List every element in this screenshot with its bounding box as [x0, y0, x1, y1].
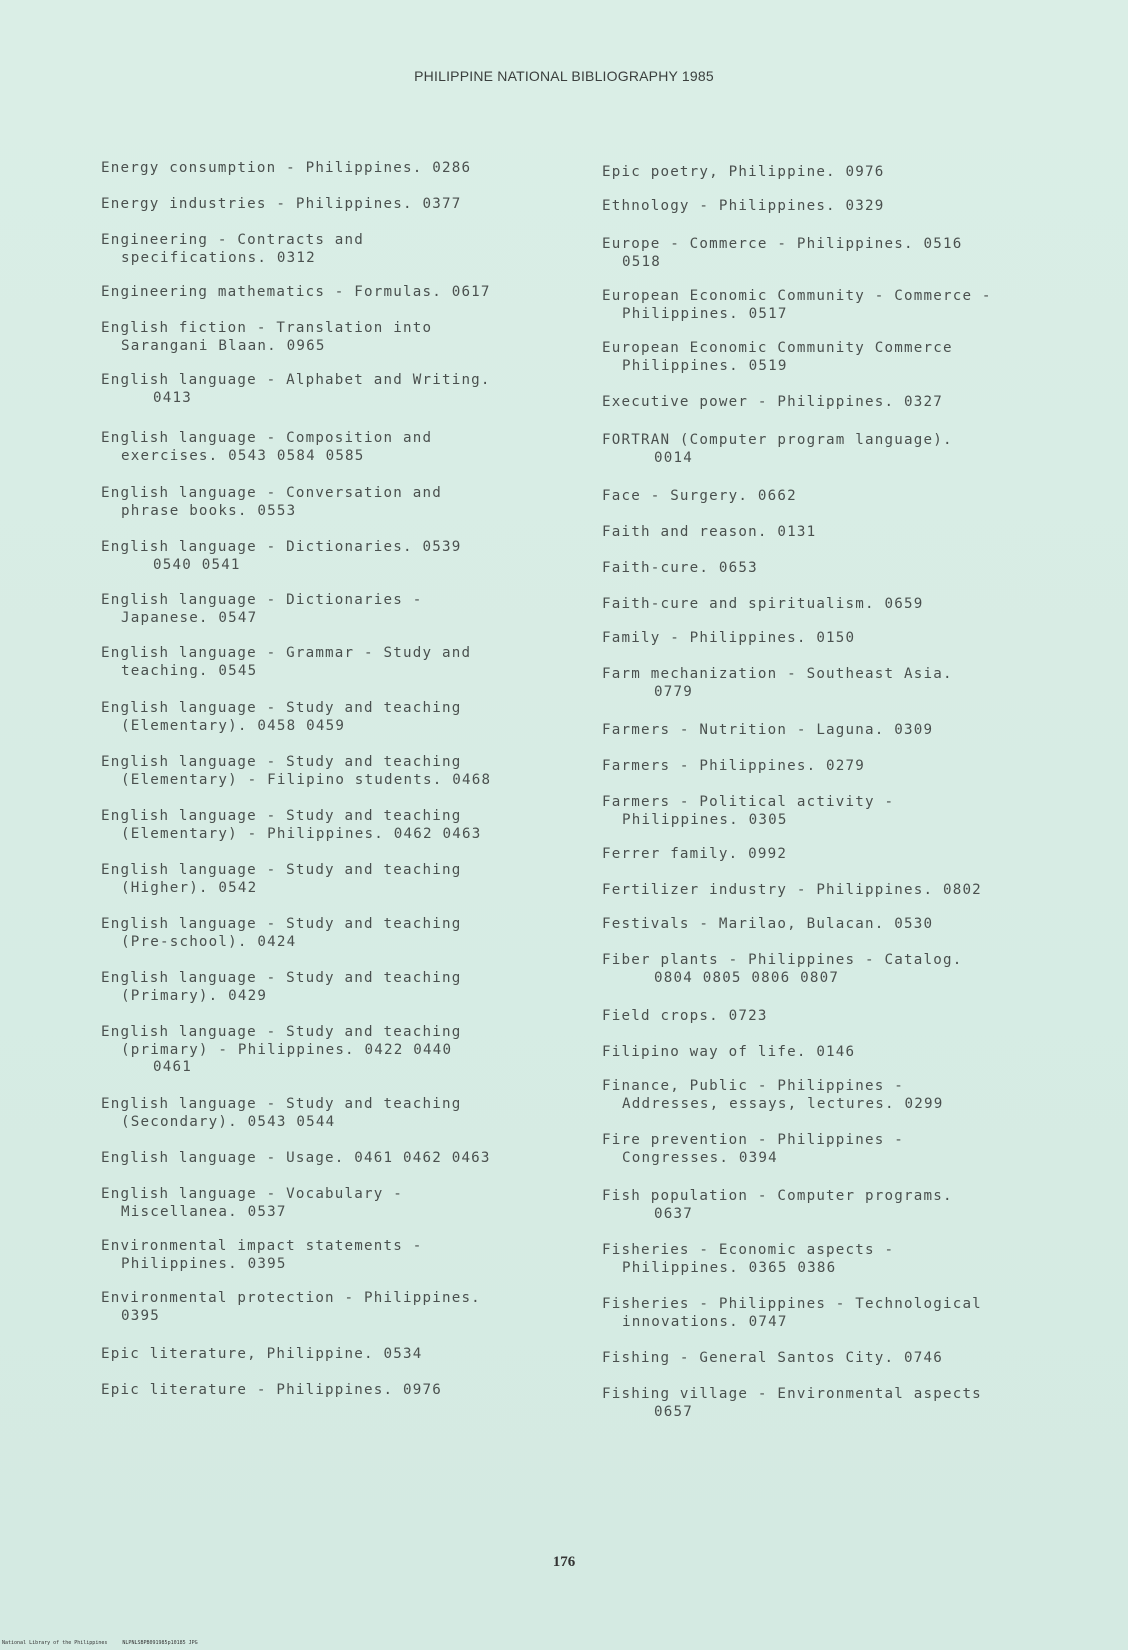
index-entry: [602, 1242, 1102, 1277]
entry-line: Farmers - Political activity -: [602, 794, 895, 810]
entry-line: Fire prevention - Philippines -: [602, 1132, 904, 1148]
index-entry: [101, 232, 571, 267]
index-entry: [101, 196, 571, 214]
index-entry: [602, 846, 1102, 864]
entry-line: English language - Grammar - Study and: [101, 645, 472, 661]
entry-line: Europe - Commerce - Philippines. 0516: [602, 236, 963, 252]
index-entry: [101, 1290, 571, 1325]
index-entry: [101, 916, 571, 951]
entry-continuation-line: Philippines. 0517: [622, 305, 788, 322]
entry-line: Engineering mathematics - Formulas. 0617: [101, 284, 491, 300]
index-entry: [101, 970, 571, 1005]
index-entry: [602, 198, 1102, 216]
entry-line: English language - Conversation and: [101, 485, 442, 501]
entry-line: Face - Surgery. 0662: [602, 488, 797, 504]
entry-continuation-line: Philippines. 0519: [622, 357, 788, 374]
entry-continuation-line: Congresses. 0394: [622, 1149, 778, 1166]
entry-line: Farm mechanization - Southeast Asia.: [602, 666, 953, 682]
entry-continuation-line: (Elementary). 0458 0459: [121, 717, 346, 734]
index-entry: [602, 340, 1102, 375]
index-entry: [602, 1008, 1102, 1026]
entry-continuation-line: 0413: [153, 389, 192, 406]
index-entry: [602, 1350, 1102, 1368]
entry-line: Epic literature - Philippines. 0976: [101, 1382, 442, 1398]
entry-line: English language - Study and teaching: [101, 754, 462, 770]
entry-line: English language - Study and teaching: [101, 700, 462, 716]
entry-line: FORTRAN (Computer program language).: [602, 432, 953, 448]
entry-continuation-line: 0014: [654, 449, 693, 466]
index-entry: [101, 1096, 571, 1131]
entry-line: Fisheries - Philippines - Technological: [602, 1296, 982, 1312]
entry-line: Fishing village - Environmental aspects: [602, 1386, 982, 1402]
entry-line: Family - Philippines. 0150: [602, 630, 856, 646]
entry-line: Fish population - Computer programs.: [602, 1188, 953, 1204]
index-entry: [602, 1078, 1102, 1113]
index-entry: [602, 722, 1102, 740]
entry-line: Fertilizer industry - Philippines. 0802: [602, 882, 982, 898]
entry-line: Farmers - Nutrition - Laguna. 0309: [602, 722, 934, 738]
entry-line: English language - Dictionaries -: [101, 592, 423, 608]
entry-continuation-line: 0804 0805 0806 0807: [654, 969, 840, 986]
entry-line: English language - Study and teaching: [101, 808, 462, 824]
index-entry: [101, 1346, 571, 1364]
entry-line: Epic poetry, Philippine. 0976: [602, 164, 885, 180]
entry-continuation-line: 0540 0541: [153, 556, 241, 573]
index-entry: [602, 524, 1102, 542]
index-entry: [602, 288, 1102, 323]
entry-continuation-line: 0657: [654, 1403, 693, 1420]
entry-continuation-line: phrase books. 0553: [121, 502, 297, 519]
index-entry: [602, 916, 1102, 934]
entry-line: Faith and reason. 0131: [602, 524, 817, 540]
entry-line: English language - Study and teaching: [101, 862, 462, 878]
index-entry: [101, 1186, 571, 1221]
index-entry: [101, 372, 571, 407]
index-entry: [101, 1238, 571, 1273]
entry-continuation-line: Sarangani Blaan. 0965: [121, 337, 326, 354]
entry-line: Finance, Public - Philippines -: [602, 1078, 904, 1094]
index-entry: [602, 560, 1102, 578]
index-entry: [101, 160, 571, 178]
index-entry: [101, 592, 571, 627]
entry-line: Ferrer family. 0992: [602, 846, 788, 862]
entry-line: Festivals - Marilao, Bulacan. 0530: [602, 916, 934, 932]
index-entry: [101, 485, 571, 520]
scan-footer: National Library of the Philippines NLPNLSBPB091985p10185 JPG: [2, 1640, 198, 1646]
entry-continuation-line: (Elementary) - Philippines. 0462 0463: [121, 825, 482, 842]
index-entry: [602, 952, 1102, 987]
entry-line: Filipino way of life. 0146: [602, 1044, 856, 1060]
index-entry: [602, 794, 1102, 829]
entry-continuation-line: 0637: [654, 1205, 693, 1222]
entry-line: Faith-cure and spiritualism. 0659: [602, 596, 924, 612]
entry-continuation-line: (Pre-school). 0424: [121, 933, 297, 950]
entry-continuation-line: (Secondary). 0543 0544: [121, 1113, 336, 1130]
entry-continuation-line: Philippines. 0365 0386: [622, 1259, 837, 1276]
entry-line: Executive power - Philippines. 0327: [602, 394, 943, 410]
entry-line: Fishing - General Santos City. 0746: [602, 1350, 943, 1366]
entry-line: English language - Usage. 0461 0462 0463: [101, 1150, 491, 1166]
index-entry: [101, 645, 571, 680]
entry-line: European Economic Community Commerce: [602, 340, 953, 356]
entry-line: English language - Study and teaching: [101, 916, 462, 932]
entry-continuation-line: 0461: [153, 1059, 192, 1075]
entry-line: Energy industries - Philippines. 0377: [101, 196, 462, 212]
index-entry: [602, 236, 1102, 271]
index-entry: [602, 432, 1102, 467]
entry-continuation-line: (Elementary) - Filipino students. 0468: [121, 771, 492, 788]
entry-line: Farmers - Philippines. 0279: [602, 758, 866, 774]
entry-line: Field crops. 0723: [602, 1008, 768, 1024]
index-entry: [602, 488, 1102, 506]
page-header-title: PHILIPPINE NATIONAL BIBLIOGRAPHY 1985: [414, 68, 714, 84]
entry-continuation-line: teaching. 0545: [121, 662, 258, 679]
entry-continuation-line: 0395: [121, 1307, 160, 1324]
index-entry: [101, 754, 571, 789]
entry-line: Environmental protection - Philippines.: [101, 1290, 481, 1306]
entry-line: English language - Composition and: [101, 430, 433, 446]
index-entry: [602, 1386, 1102, 1421]
entry-continuation-line: specifications. 0312: [121, 249, 316, 266]
entry-line: European Economic Community - Commerce -: [602, 288, 992, 304]
entry-line: Fisheries - Economic aspects -: [602, 1242, 895, 1258]
index-entry: [602, 1132, 1102, 1167]
entry-line: English language - Alphabet and Writing.: [101, 372, 491, 388]
entry-line: Ethnology - Philippines. 0329: [602, 198, 885, 214]
page-number: 176: [552, 1554, 576, 1570]
entry-continuation-line: innovations. 0747: [622, 1313, 788, 1330]
index-entry: [602, 666, 1102, 701]
index-entry: [101, 284, 571, 302]
entry-continuation-line: 0779: [654, 683, 693, 700]
entry-line: English language - Study and teaching: [101, 970, 462, 986]
entry-line: English language - Study and teaching: [101, 1096, 462, 1112]
entry-continuation-line: Philippines. 0395: [121, 1255, 287, 1272]
index-entry: [101, 808, 571, 843]
entry-line: English language - Vocabulary -: [101, 1186, 403, 1202]
index-entry: [101, 430, 571, 465]
index-entry: [602, 758, 1102, 776]
entry-line: Faith-cure. 0653: [602, 560, 758, 576]
index-entry: [101, 539, 571, 574]
entry-line: Fiber plants - Philippines - Catalog.: [602, 952, 963, 968]
entry-line: English fiction - Translation into: [101, 320, 433, 336]
index-entry: [602, 596, 1102, 614]
index-entry: [602, 882, 1102, 900]
index-entry: [602, 394, 1102, 412]
index-entry: [602, 164, 1102, 182]
index-entry: [602, 630, 1102, 648]
entry-continuation-line: Miscellanea. 0537: [121, 1203, 287, 1220]
entry-line: English language - Dictionaries. 0539: [101, 539, 462, 555]
index-entry: [101, 862, 571, 897]
entry-continuation-line: Addresses, essays, lectures. 0299: [622, 1095, 944, 1112]
entry-continuation-line: Japanese. 0547: [121, 609, 258, 626]
entry-continuation-line: (primary) - Philippines. 0422 0440: [121, 1041, 453, 1058]
index-entry: [602, 1188, 1102, 1223]
index-entry: [101, 320, 571, 355]
entry-line: Energy consumption - Philippines. 0286: [101, 160, 472, 176]
entry-continuation-line: (Higher). 0542: [121, 879, 258, 896]
index-entry: [602, 1044, 1102, 1062]
entry-line: Epic literature, Philippine. 0534: [101, 1346, 423, 1362]
index-entry: [101, 1150, 571, 1168]
index-entry: [602, 1296, 1102, 1331]
entry-line: Environmental impact statements -: [101, 1238, 423, 1254]
entry-continuation-line: Philippines. 0305: [622, 811, 788, 828]
entry-continuation-line: exercises. 0543 0584 0585: [121, 447, 365, 464]
entry-line: English language - Study and teaching: [101, 1024, 462, 1040]
index-entry: [101, 700, 571, 735]
entry-continuation-line: (Primary). 0429: [121, 987, 268, 1004]
entry-line: Engineering - Contracts and: [101, 232, 365, 248]
entry-continuation-line: 0518: [622, 253, 661, 270]
index-entry: [101, 1382, 571, 1400]
index-entry: [101, 1024, 571, 1077]
